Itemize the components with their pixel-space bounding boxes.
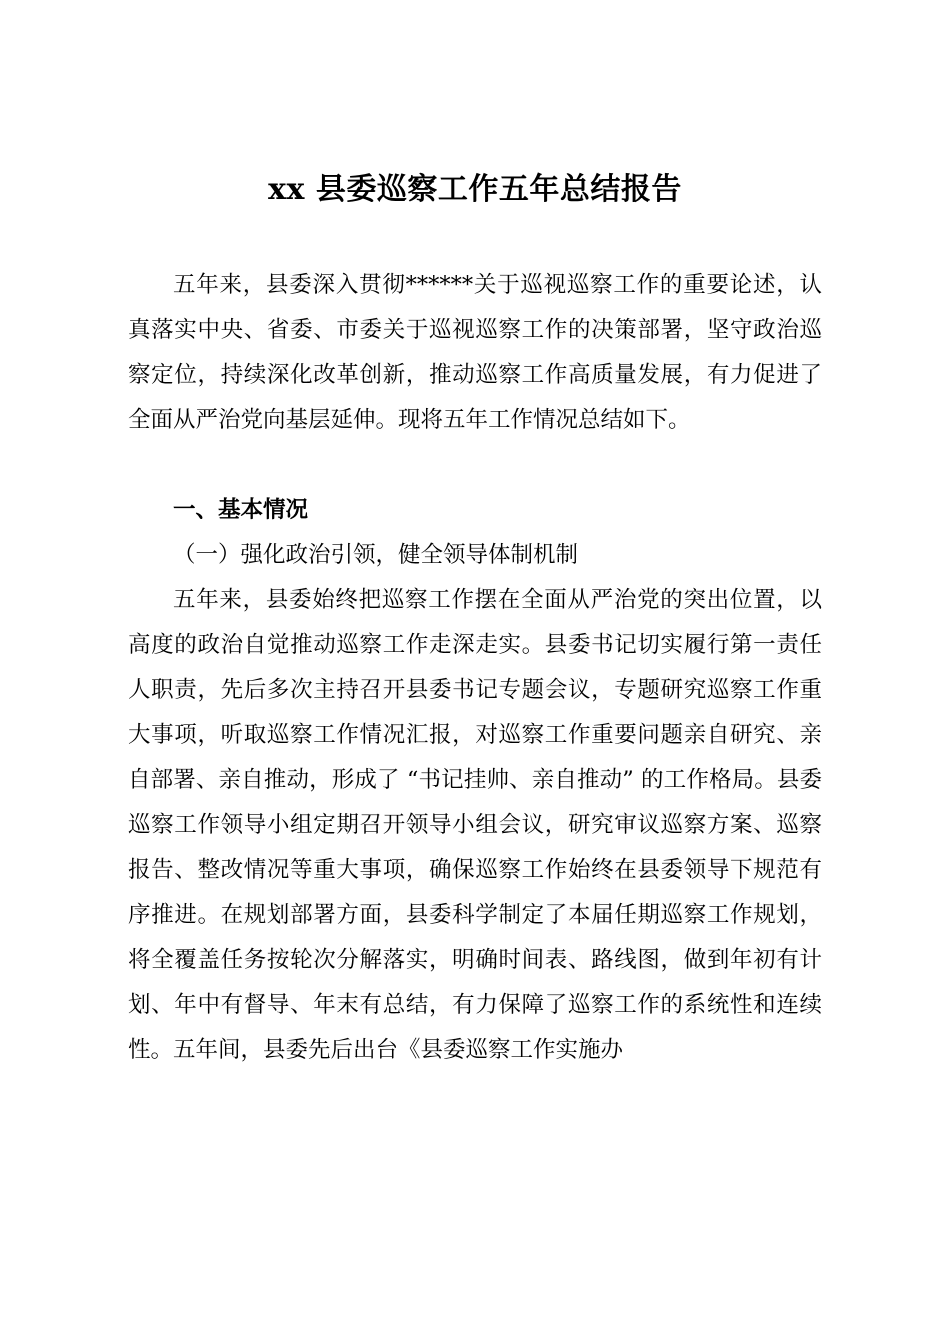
- body-paragraph-political-leadership: 五年来，县委始终把巡察工作摆在全面从严治党的突出位置，以高度的政治自觉推动巡察工作走深走实。县委书记切实履行第一责任人职责，先后多次主持召开县委书记专题会议，专题研究巡察工作重大事项，听取巡察工作情况汇报，对巡察工作重要问题亲自研究、亲自部署、亲自推动，形成了 “书记挂帅、亲自推动” 的工作格局。县委巡察工作领导小组定期召开领导小组会议，研究审议巡察方案、巡察报告、整改情况等重大事项，确保巡察工作始终在县委领导下规范有序推进。在规划部署方面，县委科学制定了本届任期巡察工作规划，将全覆盖任务按轮次分解落实，明确时间表、路线图，做到年初有计划、年中有督导、年末有总结，有力保障了巡察工作的系统性和连续性。五年间，县委先后出台《县委巡察工作实施办: [128, 587, 822, 1063]
- subsection-heading-political-leadership: （一）强化政治引领，健全领导体制机制: [173, 542, 579, 568]
- section-heading-basic-situation: 一、基本情况: [173, 497, 309, 523]
- intro-paragraph: 五年来，县委深入贯彻******关于巡视巡察工作的重要论述，认真落实中央、省委、市委关于巡视巡察工作的决策部署，坚守政治巡察定位，持续深化改革创新，推动巡察工作高质量发展，有力促进了全面从严治党向基层延伸。现将五年工作情况总结如下。: [128, 272, 822, 433]
- page-title: xx 县委巡察工作五年总结报告: [268, 172, 682, 207]
